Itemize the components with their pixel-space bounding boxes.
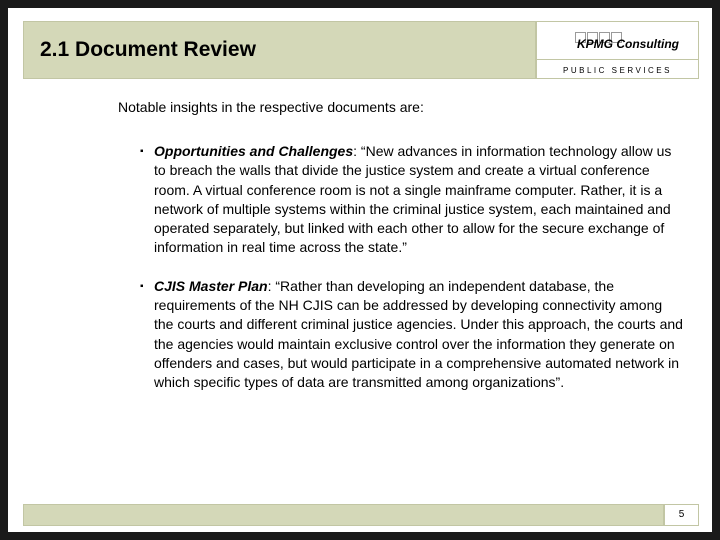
bullet-item [140, 277, 685, 393]
header-bar [23, 21, 536, 79]
bullet-heading: Opportunities and Challenges [154, 143, 354, 159]
intro-text: Notable insights in the respective documents are: [118, 99, 424, 115]
bullet-icon: ▪ [140, 146, 144, 157]
bullet-separator: : [267, 277, 276, 294]
footer-bar [23, 504, 664, 526]
logo-divider [537, 59, 698, 60]
logo-brand: KPMG Consulting [577, 37, 679, 51]
bullet-body: “New advances in information technology allow us to breach the walls that divide the justice system and create a virtual conference room. A virtual conference room is not a single mainframe computer. Rather, it is a network of multiple systems within the criminal justice system, each maintained and operated separately, but linked with each other to allow for the secure exchange of information in real time across the state.” [154, 143, 672, 256]
logo-box [536, 21, 699, 79]
bullet-icon: ▪ [140, 280, 144, 292]
bullet-item [140, 142, 685, 258]
bullet-separator: : [353, 143, 361, 159]
page-title: 2.1 Document Review [40, 38, 256, 61]
bullet-heading: CJIS Master Plan [154, 277, 268, 294]
slide [8, 8, 712, 532]
page-number: 5 [664, 504, 699, 526]
bullet-list [140, 142, 685, 412]
bullet-body: “Rather than developing an independent database, the requirements of the NH CJIS can be addressed by developing connectivity among the courts and different criminal justice agencies. Under this approach, the courts and the agencies would maintain exclusive control over the information they generate on offenders and cases, but would participate in a comprehensive automated network in which specific types of data are transmitted among organizations”. [154, 277, 683, 391]
logo-subtitle: PUBLIC SERVICES [563, 66, 672, 75]
